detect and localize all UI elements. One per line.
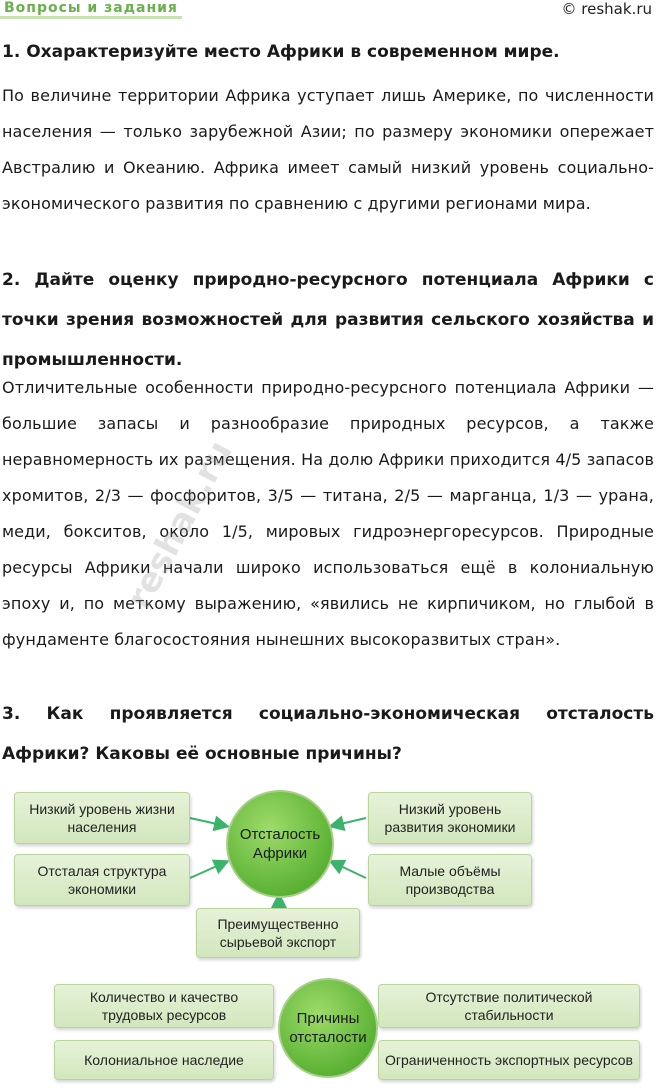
center-backwardness: Отсталость Африки	[226, 790, 334, 898]
center-causes: Причины отсталости	[278, 978, 378, 1078]
answer-2: Отличительные особенности природно-ресурсного потенциала Африки — большие запасы и разнообразие природных ресурсов, а также неравномерность их размещения. На долю Африки приходится 4/5 запасов хромитов, 2/3 — фосфоритов, 3/5 — титана, 2/5 — марганца, 1/3 — урана, меди, бокситов, около 1/5, мировых гидроэнергоресурсов. Природные ресурсы Африки начали широко использоваться ещё в колониальную эпоху и, по меткому выражению, «явились не кирпичиком, но глыбой в фундаменте благосостояния нынешних высокоразвитых стран».	[2, 378, 654, 649]
box-backward-structure: Отсталая структура экономики	[14, 854, 190, 906]
arrow-left-top	[190, 818, 226, 826]
box-limited-export-resources: Ограниченность экспортных ресурсов	[378, 1040, 640, 1080]
arrow-right-top	[332, 818, 366, 826]
box-low-economic-development: Низкий уровень развития экономики	[368, 792, 532, 844]
section-title: Вопросы и задания	[0, 0, 182, 19]
arrow-right-bottom	[332, 862, 366, 878]
site-brand: © reshak.ru	[561, 0, 652, 18]
question-1: 1. Охарактеризуйте место Африки в современном мире.	[2, 42, 560, 62]
box-small-production: Малые объёмы производства	[368, 854, 532, 906]
question-3: 3. Как проявляется социально-экономическая отсталость Африки? Каковы её основные причины?	[2, 704, 654, 764]
box-low-living-standard: Низкий уровень жизни населения	[14, 792, 190, 844]
box-colonial-legacy: Колониальное наследие	[54, 1040, 274, 1080]
arrow-left-bottom	[190, 862, 226, 878]
backwardness-diagram	[0, 780, 656, 1090]
box-raw-export: Преимущественно сырьевой экспорт	[196, 908, 360, 958]
box-political-instability: Отсутствие политической стабильности	[378, 984, 640, 1028]
answer-1: По величине территории Африка уступает лишь Америке, по численности населения — только зарубежной Азии; по размеру экономики опережает Австралию и Океанию. Африка имеет самый низкий уровень социально-экономического развития по сравнению с другими регионами мира.	[2, 86, 654, 213]
page-header	[0, 0, 656, 22]
box-labour-resources: Количество и качество трудовых ресурсов	[54, 984, 274, 1028]
question-2: 2. Дайте оценку природно-ресурсного потенциала Африки с точки зрения возможностей для развития сельского хозяйства и промышленности.	[2, 270, 654, 370]
watermark: reshak.ru	[119, 434, 241, 616]
